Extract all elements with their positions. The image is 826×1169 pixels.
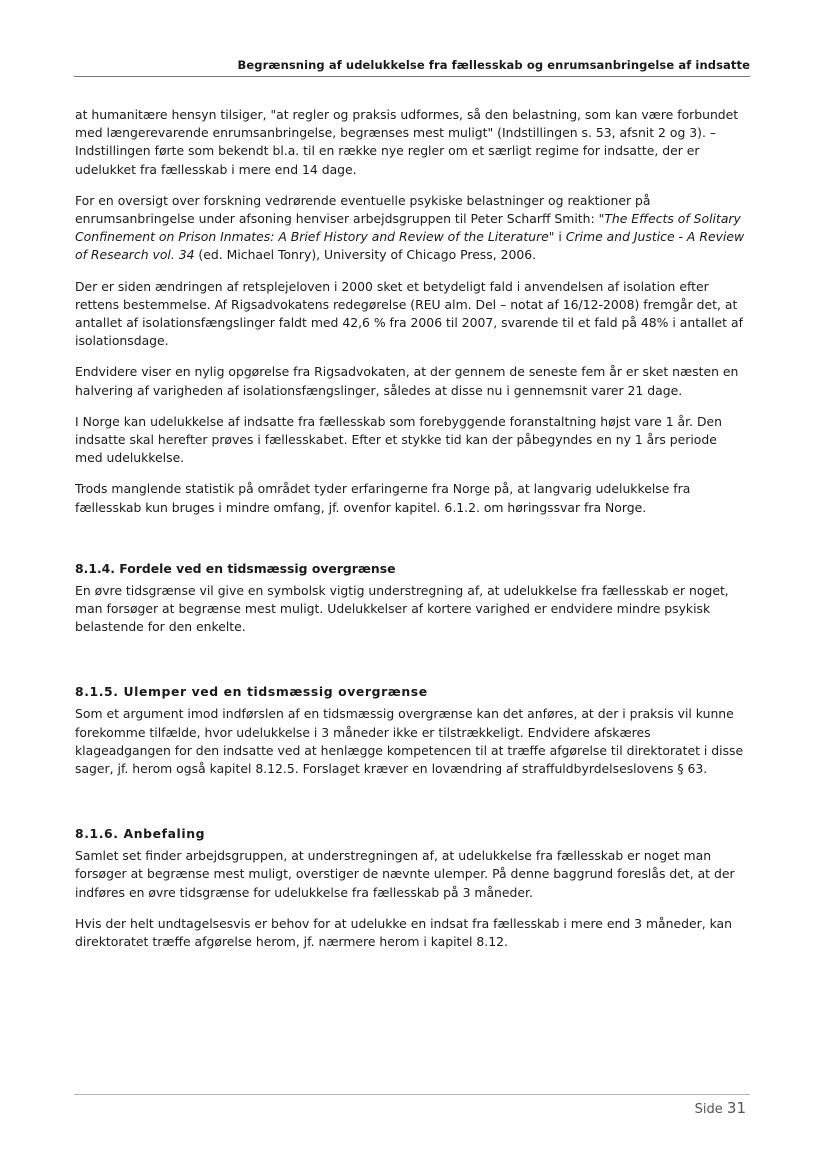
paragraph-text: (ed. Michael Tonry), University of Chicago Press, 2006. [194,247,537,263]
footer-divider [74,1094,750,1095]
section-text: Samlet set finder arbejdsgruppen, at understregningen af, at udelukkelse fra fællesskab er noget man forsøger at begrænse mest muligt, overstiger de nævnte ulemper. På denne baggrund foreslås det, at der indføres en øvre tidsgrænse for udelukkelse fra fællesskab på 3 måneder. [75,848,735,900]
paragraph-reference [75,192,747,265]
paragraph-text: i [554,229,566,245]
paragraph: Trods manglende statistik på området tyder erfaringerne fra Norge på, at langvarig udelukkelse fra fællesskab kun bruges i mindre omfang, jf. ovenfor kapitel. 6.1.2. om høringssvar fra Norge. [75,481,691,515]
section-heading-8-1-5: 8.1.5. Ulemper ved en tidsmæssig overgrænse [75,684,428,700]
paragraph: I Norge kan udelukkelse af indsatte fra fællesskab som forebyggende foranstaltning højst vare 1 år. Den indsatte skal herefter prøves i fællesskabet. Efter et stykke tid kan der påbegyndes en ny 1 års periode med udelukkelse. [75,413,722,466]
paragraph: Der er siden ændringen af retsplejeloven i 2000 sket et betydeligt fald i anvendelsen af isolation efter rettens bestemmelse. Af Rigsadvokatens redegørelse (REU alm. Del – notat af 16/12-2008) fremgår det, at antallet af isolationsfængslinger faldt med 42,6 % fra 2006 til 2007, svarende til et fald på 48% i antallet af isolationsdage. [75,278,743,349]
page-footer [695,1099,746,1117]
header-divider [74,76,750,77]
running-header: Begrænsning af udelukkelse fra fællesskab og enrumsanbringelse af indsatte [237,58,750,72]
paragraph: at humanitære hensyn tilsiger, "at regler og praksis udformes, så den belastning, som kan være forbundet med længerevarende enrumsanbringelse, begrænses mest muligt" (Indstillingen s. 53, afsnit 2 og 3). – Indstillingen førte som bekendt bl.a. til en række nye regler om et særligt regime for indsatte, der er udelukket fra fællesskab i mere end 14 dage. [75,107,739,177]
journal-title: Crime and Justice - A Review of Research vol. 34 [75,229,745,263]
section-text: Hvis der helt undtagelsesvis er behov for at udelukke en indsat fra fællesskab i mere end 3 måneder, kan direktoratet træffe afgørelse herom, jf. nærmere herom i kapitel 8.12. [75,915,732,950]
cited-title: "The Effects of Solitary Confinement on Prison Inmates: A Brief History and Review of the Literature" [75,211,741,245]
section-text: Som et argument imod indførslen af en tidsmæssig overgrænse kan det anføres, at der i praksis vil kunne forekomme tilfælde, hvor udelukkelse i 3 måneder ikke er tilstrækkeligt. Endvidere afskæres klageadgangen for den indsatte ved at henlægge kompetencen til at træffe afgørelse til direktoratet i disse sager, jf. herom også kapitel 8.12.5. Forslaget kræver en lovændring af straffuldbyrdelseslovens § 63. [75,706,744,777]
section-heading-8-1-4: 8.1.4. Fordele ved en tidsmæssig overgrænse [75,560,396,576]
paragraph-text: For en oversigt over forskning vedrørende eventuelle psykiske belastninger og reaktioner på enrumsanbringelse under afsoning henviser arbejdsgruppen til Peter Scharff Smith: [75,192,651,227]
section-heading-8-1-6: 8.1.6. Anbefaling [75,826,206,842]
page-body [75,106,747,964]
page-number: 31 [726,1099,746,1117]
paragraph: Endvidere viser en nylig opgørelse fra Rigsadvokaten, at der gennem de seneste fem år er sket næsten en halvering af varigheden af isolationsfængslinger, således at disse nu i gennemsnit varer 21 dage. [75,364,739,398]
page-label: Side [694,1102,723,1117]
section-text: En øvre tidsgrænse vil give en symbolsk vigtig understregning af, at udelukkelse fra fællesskab er noget, man forsøger at begrænse mest muligt. Udelukkelser af kortere varighed er endvidere mindre psykisk belastende for den enkelte. [75,582,729,635]
